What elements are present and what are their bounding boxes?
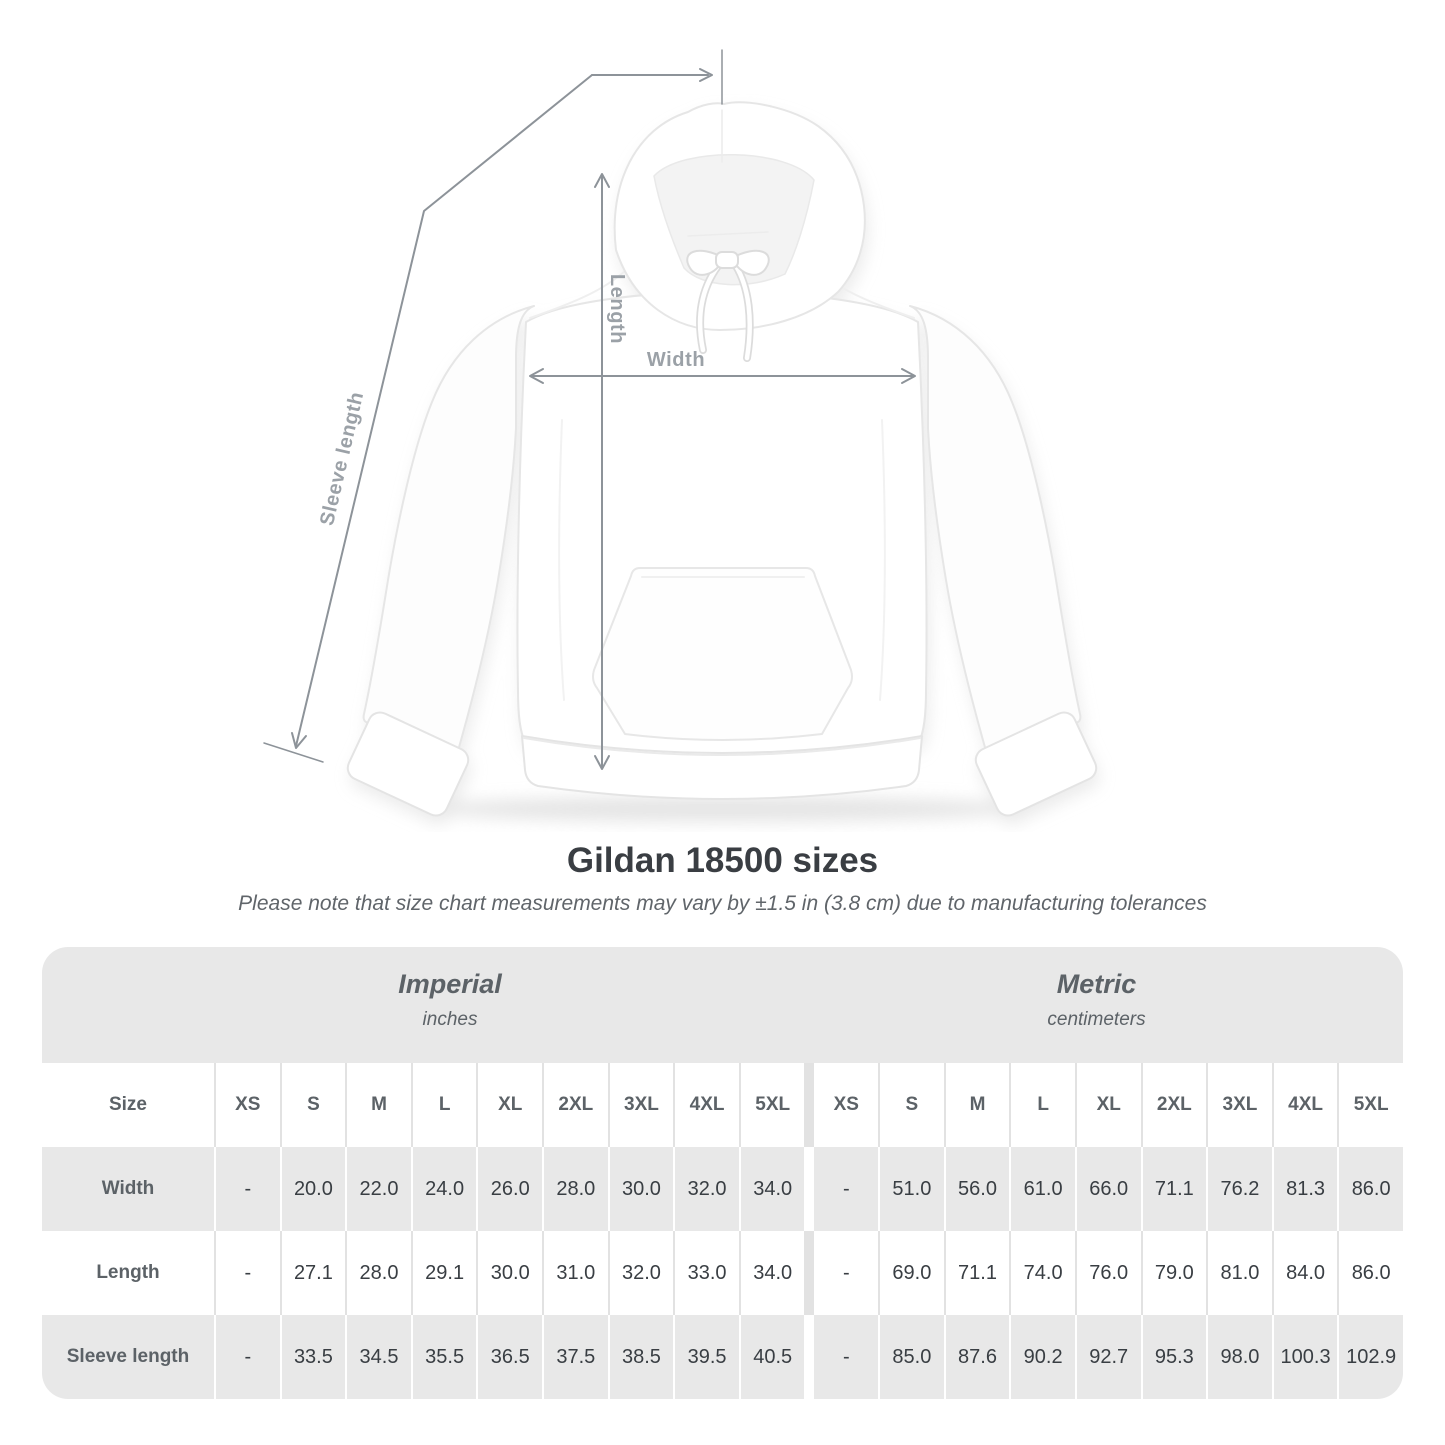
section-divider: [806, 1147, 812, 1231]
length-metric-cell: 74.0: [1011, 1231, 1075, 1315]
size-header-cell: 2XL: [1143, 1063, 1207, 1147]
sleeve-metric-cell: -: [814, 1315, 878, 1399]
width-metric-cell: 81.3: [1274, 1147, 1338, 1231]
imperial-unit: inches: [422, 1009, 478, 1030]
length-metric-cell: 79.0: [1143, 1231, 1207, 1315]
width-metric-cell: 71.1: [1143, 1147, 1207, 1231]
sleeve-length-row: [42, 1315, 1403, 1399]
sleeve-metric-cell: 98.0: [1208, 1315, 1272, 1399]
units-header-row: [42, 947, 1403, 1063]
length-metric-cell: 86.0: [1339, 1231, 1403, 1315]
width-metric-cell: 56.0: [946, 1147, 1010, 1231]
imperial-section-header: [42, 947, 806, 1063]
size-header-cell: M: [946, 1063, 1010, 1147]
width-metric-cell: 51.0: [880, 1147, 944, 1231]
width-imperial-cell: 34.0: [741, 1147, 805, 1231]
width-imperial-cell: 26.0: [478, 1147, 542, 1231]
length-metric-cell: 71.1: [946, 1231, 1010, 1315]
metric-title: Metric: [1056, 969, 1137, 999]
sleeve-imperial-cell: 35.5: [413, 1315, 477, 1399]
metric-unit: centimeters: [1047, 1009, 1146, 1030]
sleeve-metric-cell: 92.7: [1077, 1315, 1141, 1399]
width-imperial-cell: 22.0: [347, 1147, 411, 1231]
sleeve-metric-cell: 95.3: [1143, 1315, 1207, 1399]
tolerance-note: Please note that size chart measurements may vary by ±1.5 in (3.8 cm) due to manufacturing tolerances: [238, 892, 1207, 915]
sleeve-imperial-cell: 38.5: [610, 1315, 674, 1399]
width-metric-cell: -: [814, 1147, 878, 1231]
size-header-cell: XS: [216, 1063, 280, 1147]
length-metric-cell: 69.0: [880, 1231, 944, 1315]
section-divider: [806, 1063, 812, 1147]
page-title: Gildan 18500 sizes: [566, 841, 879, 880]
sleeve-imperial-cell: 34.5: [347, 1315, 411, 1399]
row-label-length: Length: [42, 1231, 214, 1315]
width-imperial-cell: 30.0: [610, 1147, 674, 1231]
row-label-sleeve-length: Sleeve length: [42, 1315, 214, 1399]
size-table: [42, 947, 1403, 1399]
length-row: [42, 1231, 1403, 1315]
size-header-cell: XS: [814, 1063, 878, 1147]
width-metric-cell: 66.0: [1077, 1147, 1141, 1231]
size-header-cell: 3XL: [1208, 1063, 1272, 1147]
width-imperial-cell: 32.0: [675, 1147, 739, 1231]
length-imperial-cell: -: [216, 1231, 280, 1315]
imperial-title: Imperial: [398, 969, 502, 999]
row-label-width: Width: [42, 1147, 214, 1231]
size-header-cell: L: [1011, 1063, 1075, 1147]
sleeve-metric-cell: 90.2: [1011, 1315, 1075, 1399]
size-header-cell: S: [282, 1063, 346, 1147]
section-divider: [806, 1231, 812, 1315]
size-header-cell: 5XL: [741, 1063, 805, 1147]
size-header-cell: XL: [1077, 1063, 1141, 1147]
width-imperial-cell: 20.0: [282, 1147, 346, 1231]
length-imperial-cell: 29.1: [413, 1231, 477, 1315]
size-header-cell: 3XL: [610, 1063, 674, 1147]
size-header-cell: 4XL: [675, 1063, 739, 1147]
length-imperial-cell: 28.0: [347, 1231, 411, 1315]
length-imperial-cell: 31.0: [544, 1231, 608, 1315]
hoodie-right-sleeve: [910, 306, 1080, 762]
length-metric-cell: 84.0: [1274, 1231, 1338, 1315]
length-imperial-cell: 30.0: [478, 1231, 542, 1315]
length-imperial-cell: 27.1: [282, 1231, 346, 1315]
length-imperial-cell: 34.0: [741, 1231, 805, 1315]
size-column-header: Size: [42, 1063, 214, 1147]
sleeve-imperial-cell: 33.5: [282, 1315, 346, 1399]
width-imperial-cell: 28.0: [544, 1147, 608, 1231]
length-metric-cell: 76.0: [1077, 1231, 1141, 1315]
size-header-cell: L: [413, 1063, 477, 1147]
hoodie-pocket: [593, 568, 852, 740]
sleeve-metric-cell: 100.3: [1274, 1315, 1338, 1399]
width-label: Width: [646, 349, 706, 371]
width-metric-cell: 86.0: [1339, 1147, 1403, 1231]
section-divider: [806, 1315, 812, 1399]
metric-section-header: [806, 947, 1403, 1063]
sleeve-metric-cell: 102.9: [1339, 1315, 1403, 1399]
length-imperial-cell: 32.0: [610, 1231, 674, 1315]
size-header-row: [42, 1063, 1403, 1147]
sleeve-length-label: Sleeve length: [316, 389, 369, 528]
hoodie-illustration: [344, 102, 1100, 819]
length-label: Length: [606, 273, 628, 345]
width-metric-cell: 76.2: [1208, 1147, 1272, 1231]
sleeve-imperial-cell: -: [216, 1315, 280, 1399]
length-metric-cell: -: [814, 1231, 878, 1315]
size-header-cell: 4XL: [1274, 1063, 1338, 1147]
length-metric-cell: 81.0: [1208, 1231, 1272, 1315]
sleeve-imperial-cell: 37.5: [544, 1315, 608, 1399]
width-imperial-cell: 24.0: [413, 1147, 477, 1231]
size-header-cell: 2XL: [544, 1063, 608, 1147]
sleeve-imperial-cell: 39.5: [675, 1315, 739, 1399]
sleeve-imperial-cell: 36.5: [478, 1315, 542, 1399]
size-header-cell: XL: [478, 1063, 542, 1147]
sleeve-metric-cell: 85.0: [880, 1315, 944, 1399]
width-imperial-cell: -: [216, 1147, 280, 1231]
sleeve-imperial-cell: 40.5: [741, 1315, 805, 1399]
sleeve-metric-cell: 87.6: [946, 1315, 1010, 1399]
length-imperial-cell: 33.0: [675, 1231, 739, 1315]
size-header-cell: S: [880, 1063, 944, 1147]
size-header-cell: M: [347, 1063, 411, 1147]
width-metric-cell: 61.0: [1011, 1147, 1075, 1231]
size-header-cell: 5XL: [1339, 1063, 1403, 1147]
width-row: [42, 1147, 1403, 1231]
